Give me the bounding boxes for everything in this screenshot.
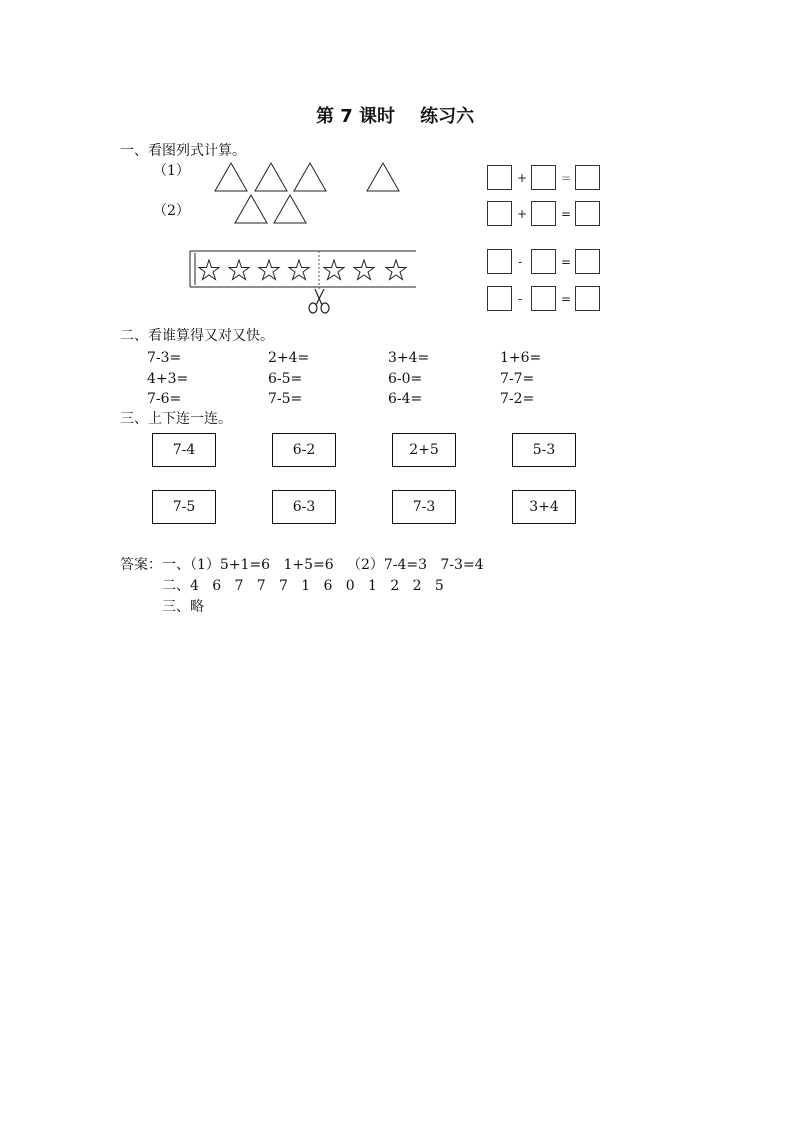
calc-item: 3+4=: [388, 350, 430, 366]
calc-item: 7-7=: [500, 371, 535, 387]
equals-sign: =: [561, 292, 572, 306]
equals-sign: =: [561, 171, 572, 185]
page-title: 第 7 课时 练习六: [316, 106, 475, 127]
match-box-bottom[interactable]: 7-3: [392, 490, 456, 524]
question2-label: （2）: [153, 203, 190, 219]
triangle-icon: [366, 162, 400, 192]
star-icon: [386, 260, 406, 280]
triangle-icon: [214, 162, 248, 192]
plus-sign: +: [517, 171, 528, 185]
calc-item: 6-4=: [388, 391, 423, 407]
minus-sign: -: [518, 292, 523, 306]
answer-box[interactable]: [487, 201, 512, 226]
triangle-icon: [273, 194, 307, 224]
answer-box[interactable]: [575, 201, 600, 226]
answer-box[interactable]: [575, 165, 600, 190]
answer-box[interactable]: [531, 201, 556, 226]
answer-box[interactable]: [531, 165, 556, 190]
star-icon: [199, 260, 219, 280]
calc-item: 7-5=: [268, 391, 303, 407]
triangle-icon: [293, 162, 327, 192]
match-box-bottom[interactable]: 3+4: [512, 490, 576, 524]
star-icon: [354, 260, 374, 280]
answer-line-2: 二、4 6 7 7 7 1 6 0 1 2 2 5: [162, 578, 444, 594]
star-icon: [259, 260, 279, 280]
answer-line-3: 三、略: [162, 599, 204, 615]
match-box-top[interactable]: 6-2: [272, 433, 336, 467]
answer-box[interactable]: [575, 249, 600, 274]
triangle-icon: [234, 194, 268, 224]
answer-box[interactable]: [575, 286, 600, 311]
match-box-bottom[interactable]: 6-3: [272, 490, 336, 524]
star-strip: [188, 249, 418, 315]
answer-box[interactable]: [487, 165, 512, 190]
calc-item: 7-3=: [147, 350, 182, 366]
calc-item: 4+3=: [147, 371, 189, 387]
star-icon: [289, 260, 309, 280]
answer-box[interactable]: [531, 249, 556, 274]
match-box-bottom[interactable]: 7-5: [152, 490, 216, 524]
section3-heading: 三、上下连一连。: [120, 411, 232, 427]
star-icon: [229, 260, 249, 280]
answer-line-1: 答案：一、（1）5+1=6 1+5=6 （2）7-4=3 7-3=4: [120, 557, 484, 573]
equals-sign: =: [561, 255, 572, 269]
equals-sign: =: [561, 207, 572, 221]
calc-item: 6-5=: [268, 371, 303, 387]
answer-box[interactable]: [487, 249, 512, 274]
plus-sign: +: [517, 207, 528, 221]
triangle-icon: [254, 162, 288, 192]
section1-heading: 一、看图列式计算。: [120, 143, 246, 159]
calc-item: 1+6=: [500, 350, 542, 366]
match-box-top[interactable]: 5-3: [512, 433, 576, 467]
match-box-top[interactable]: 7-4: [152, 433, 216, 467]
question1-label: （1）: [153, 163, 190, 179]
answer-box[interactable]: [531, 286, 556, 311]
match-box-top[interactable]: 2+5: [392, 433, 456, 467]
scissors-icon: [309, 289, 329, 313]
section2-heading: 二、看谁算得又对又快。: [120, 328, 274, 344]
answer-box[interactable]: [487, 286, 512, 311]
calc-item: 2+4=: [268, 350, 310, 366]
calc-item: 7-2=: [500, 391, 535, 407]
minus-sign: -: [518, 255, 523, 269]
calc-item: 7-6=: [147, 391, 182, 407]
calc-item: 6-0=: [388, 371, 423, 387]
star-icon: [324, 260, 344, 280]
